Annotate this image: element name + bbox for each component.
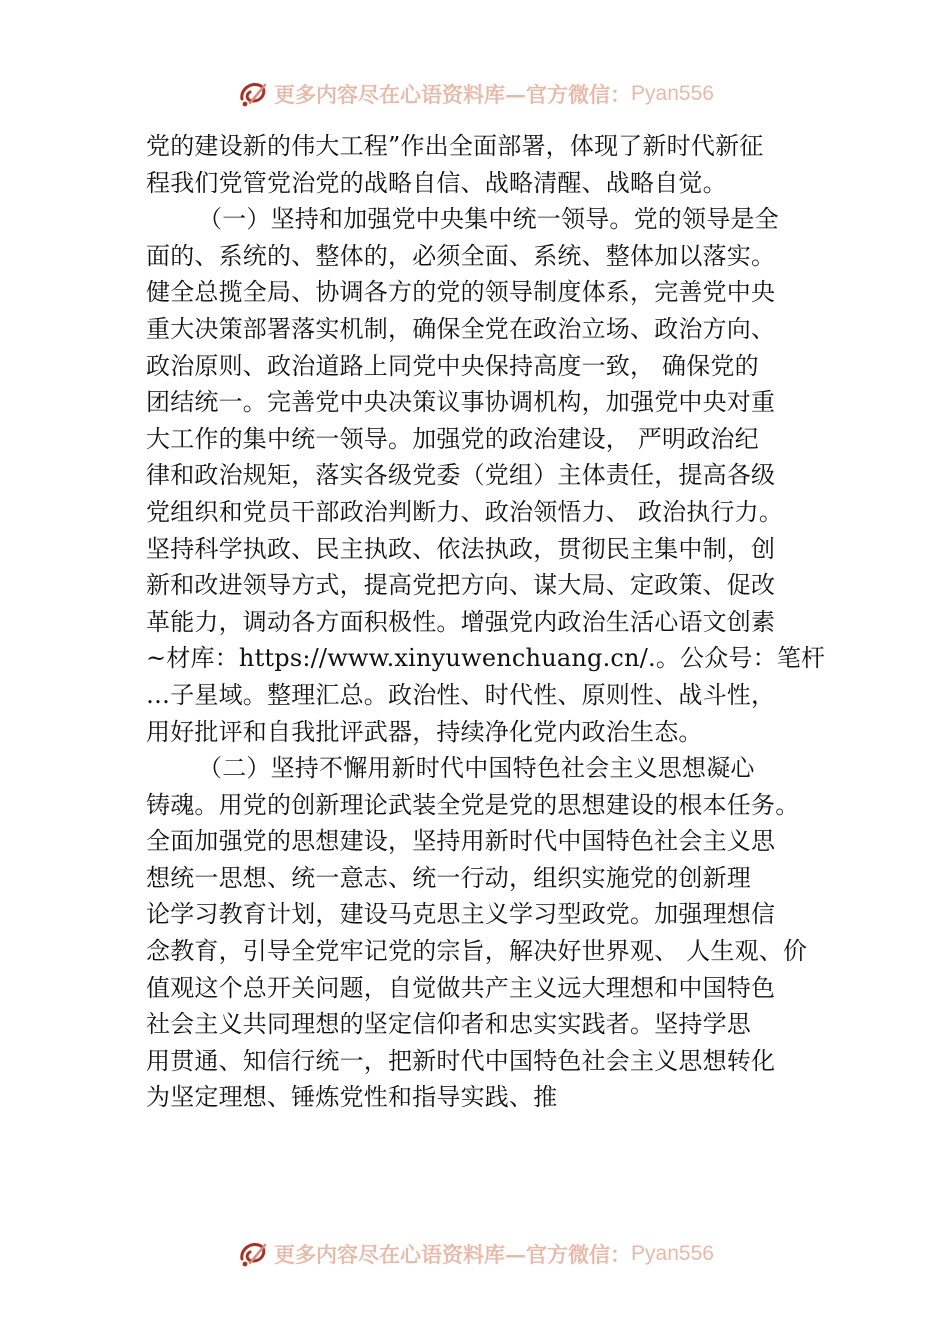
text-line: 党的建设新的伟大工程”作出全面部署，体现了新时代新征 xyxy=(146,132,764,160)
text-line: 新和改进领导方式，提高党把方向、谋大局、定政策、促改 xyxy=(146,571,776,600)
text-line: 团结统一。完善党中央决策议事协调机构，加强党中央对重 xyxy=(146,388,776,417)
document-body xyxy=(146,128,846,1116)
text-line: 铸魂。用党的创新理论武装全党是党的思想建设的根本任务。 xyxy=(146,790,800,819)
text-line: 念教育，引导全党牢记党的宗旨，解决好世界观、 人生观、价 xyxy=(146,937,808,966)
text-line: 大工作的集中统一领导。加强党的政治建设， 严明政治纪 xyxy=(146,424,759,453)
text-line: 想统一思想、统一意志、统一行动，组织实施党的创新理 xyxy=(146,863,751,892)
text-line: 程我们党管党治党的战略自信、战略清醒、战略自觉。 xyxy=(146,168,727,197)
header-banner-text: 更多内容尽在心语资料库—官方微信： xyxy=(274,82,632,107)
pen-swirl-logo-icon xyxy=(236,77,270,111)
text-line: 政治原则、政治道路上同党中央保持高度一致， 确保党的 xyxy=(146,351,759,380)
text-line: 用好批评和自我批评武器，持续净化党内政治生态。 xyxy=(146,717,703,746)
text-line: 用贯通、知信行统一，把新时代中国特色社会主义思想转化 xyxy=(146,1046,776,1075)
text-line: 革能力，调动各方面积极性。增强党内政治生活心语文创素 xyxy=(146,607,776,636)
header-banner xyxy=(0,74,950,114)
text-line: 社会主义共同理想的坚定信仰者和忠实实践者。坚持学思 xyxy=(146,1010,751,1039)
text-line: 面的、系统的、整体的，必须全面、系统、整体加以落实。 xyxy=(146,241,776,270)
paragraph-start-line: （二）坚持不懈用新时代中国特色社会主义思想凝心 xyxy=(198,754,755,783)
pen-swirl-logo-icon xyxy=(236,1237,270,1271)
paragraph-start-line: （一）坚持和加强党中央集中统一领导。党的领导是全 xyxy=(198,205,779,234)
footer-banner xyxy=(0,1234,950,1274)
text-line: …子星域。整理汇总。政治性、时代性、原则性、战斗性， xyxy=(146,680,776,709)
text-line: 全面加强党的思想建设，坚持用新时代中国特色社会主义思 xyxy=(146,827,776,856)
text-line: 坚持科学执政、民主执政、依法执政，贯彻民主集中制，创 xyxy=(146,534,776,563)
header-banner-id: Pyan556 xyxy=(631,82,714,105)
text-line: 党组织和党员干部政治判断力、政治领悟力、 政治执行力。 xyxy=(146,497,784,526)
text-line: ~材库：https://www.xinyuwenchuang.cn/.。公众号：笔杆 xyxy=(146,644,826,673)
footer-banner-text: 更多内容尽在心语资料库—官方微信： xyxy=(274,1242,632,1267)
text-line: 为坚定理想、锤炼党性和指导实践、推 xyxy=(146,1083,558,1112)
text-line: 重大决策部署落实机制，确保全党在政治立场、政治方向、 xyxy=(146,314,776,343)
text-line: 律和政治规矩，落实各级党委（党组）主体责任，提高各级 xyxy=(146,461,776,490)
text-line: 健全总揽全局、协调各方的党的领导制度体系，完善党中央 xyxy=(146,278,776,307)
text-line: 值观这个总开关问题，自觉做共产主义远大理想和中国特色 xyxy=(146,973,776,1002)
text-line: 论学习教育计划，建设马克思主义学习型政党。加强理想信 xyxy=(146,900,776,929)
footer-banner-id: Pyan556 xyxy=(631,1242,714,1265)
